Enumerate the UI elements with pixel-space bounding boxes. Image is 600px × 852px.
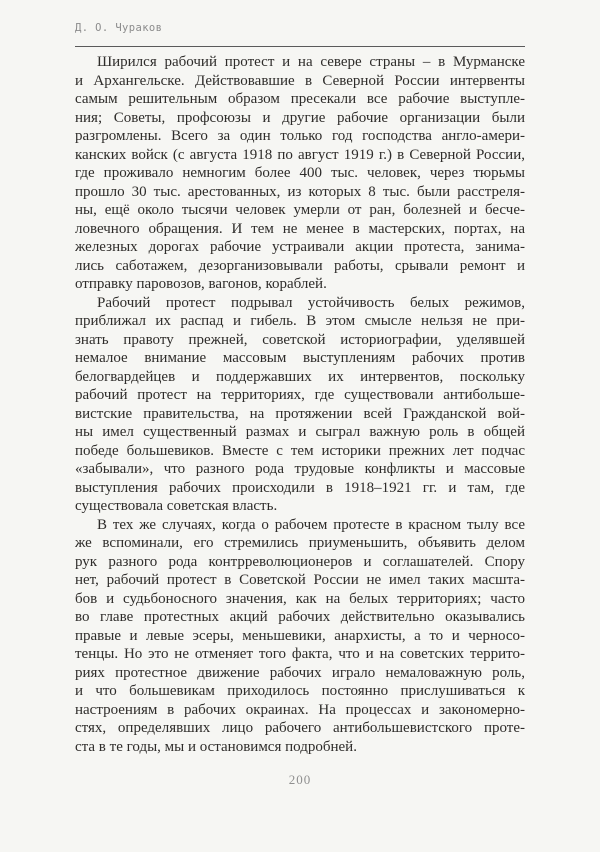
text-line: нет, рабочий протест в Советской России не имел таких масшта- — [75, 572, 525, 588]
text-body — [75, 53, 525, 756]
text-line: же вспоминали, его стремились приуменьшить, объявить делом — [75, 535, 525, 551]
text-line: победе большевиков. Вместе с тем историки прежних лет подчас — [75, 442, 525, 459]
text-line: бов и судьбоносного значения, как на белых территориях; часто — [75, 590, 525, 607]
text-line: В тех же случаях, когда о рабочем протесте в красном тылу все — [97, 516, 525, 533]
paragraph — [75, 294, 525, 516]
text-line: немалое внимание массовым выступлениям рабочих против — [75, 350, 525, 366]
paragraph — [75, 516, 525, 757]
text-line: белогвардейцев и поддержавших их интервентов, поскольку — [75, 368, 525, 385]
text-line: и Архангельске. Действовавшие в Северной России интервенты — [75, 72, 525, 89]
text-line: где проживало немногим более 400 тыс. человек, через тюрьмы — [75, 165, 525, 181]
text-line: Ширился рабочий протест и на севере страны – в Мурманске — [97, 54, 525, 70]
text-line: ны, ещё около тысячи человек умерли от ран, болезней и бесче- — [75, 202, 525, 218]
text-line: самым решительным образом пресекали все рабочие выступле- — [75, 91, 525, 107]
text-line: знать правоту прежней, советской историографии, уделявшей — [75, 331, 525, 348]
text-line: ловечного обращения. И тем не менее в мастерских, портах, на — [75, 220, 525, 237]
text-line: стях, определявших лицо рабочего антибольшевистского проте- — [75, 720, 525, 736]
text-line: настроениям в рабочих окраинах. На процессах и закономерно- — [75, 701, 525, 718]
text-line: железных дорогах рабочие устраивали акции протеста, занима- — [75, 239, 525, 255]
text-line: рук разного рода контрреволюционеров и соглашателей. Спору — [75, 553, 525, 570]
text-line: прошло 30 тыс. арестованных, из которых 8 тыс. были расстреля- — [75, 183, 525, 200]
text-line: «забывали», что разного рода трудовые конфликты и массовые — [75, 461, 525, 477]
text-line: ста в те годы, мы и остановимся подробней. — [75, 738, 357, 755]
text-line: отправку паровозов, вагонов, кораблей. — [75, 276, 327, 292]
text-line: ны имел существенный размах и сыграл важную роль в общей — [75, 424, 525, 440]
paragraph — [75, 53, 525, 294]
text-line: Рабочий протест подрывал устойчивость белых режимов, — [97, 294, 525, 311]
text-line: вистские правительства, на протяжении всей Гражданской вой- — [75, 405, 525, 422]
text-line: выступления рабочих происходили в 1918–1921 гг. и там, где — [75, 479, 525, 496]
text-line: риях протестное движение рабочих играло немаловажную роль, — [75, 664, 525, 681]
text-line: канских войск (с августа 1918 по август 1919 г.) в Северной России, — [75, 146, 525, 163]
text-line: существовала советская власть. — [75, 498, 278, 514]
text-line: разгромлены. Всего за один только год господства англо-амери- — [75, 128, 525, 144]
text-line: и что большевикам приходилось постоянно прислушиваться к — [75, 683, 525, 699]
text-line: лись саботажем, дезорганизовывали работы, срывали ремонт и — [75, 257, 525, 274]
text-line: правые и левые эсеры, меньшевики, анархисты, а то и черносо- — [75, 627, 525, 644]
page-number: 200 — [288, 772, 312, 787]
text-line: приближал их распад и гибель. В этом смысле нельзя не при- — [75, 313, 525, 329]
text-line: рабочий протест на территориях, где существовали антибольше- — [75, 387, 525, 403]
header-rule-divider — [75, 46, 525, 47]
text-line: во главе протестных акций рабочих действительно оказывались — [75, 609, 525, 625]
running-header-author: Д. О. Чураков — [75, 22, 163, 34]
text-line: тенцы. Но это не отменяет того факта, что и на советских террито- — [75, 646, 525, 662]
text-line: ния; Советы, профсоюзы и другие рабочие организации были — [75, 109, 525, 126]
